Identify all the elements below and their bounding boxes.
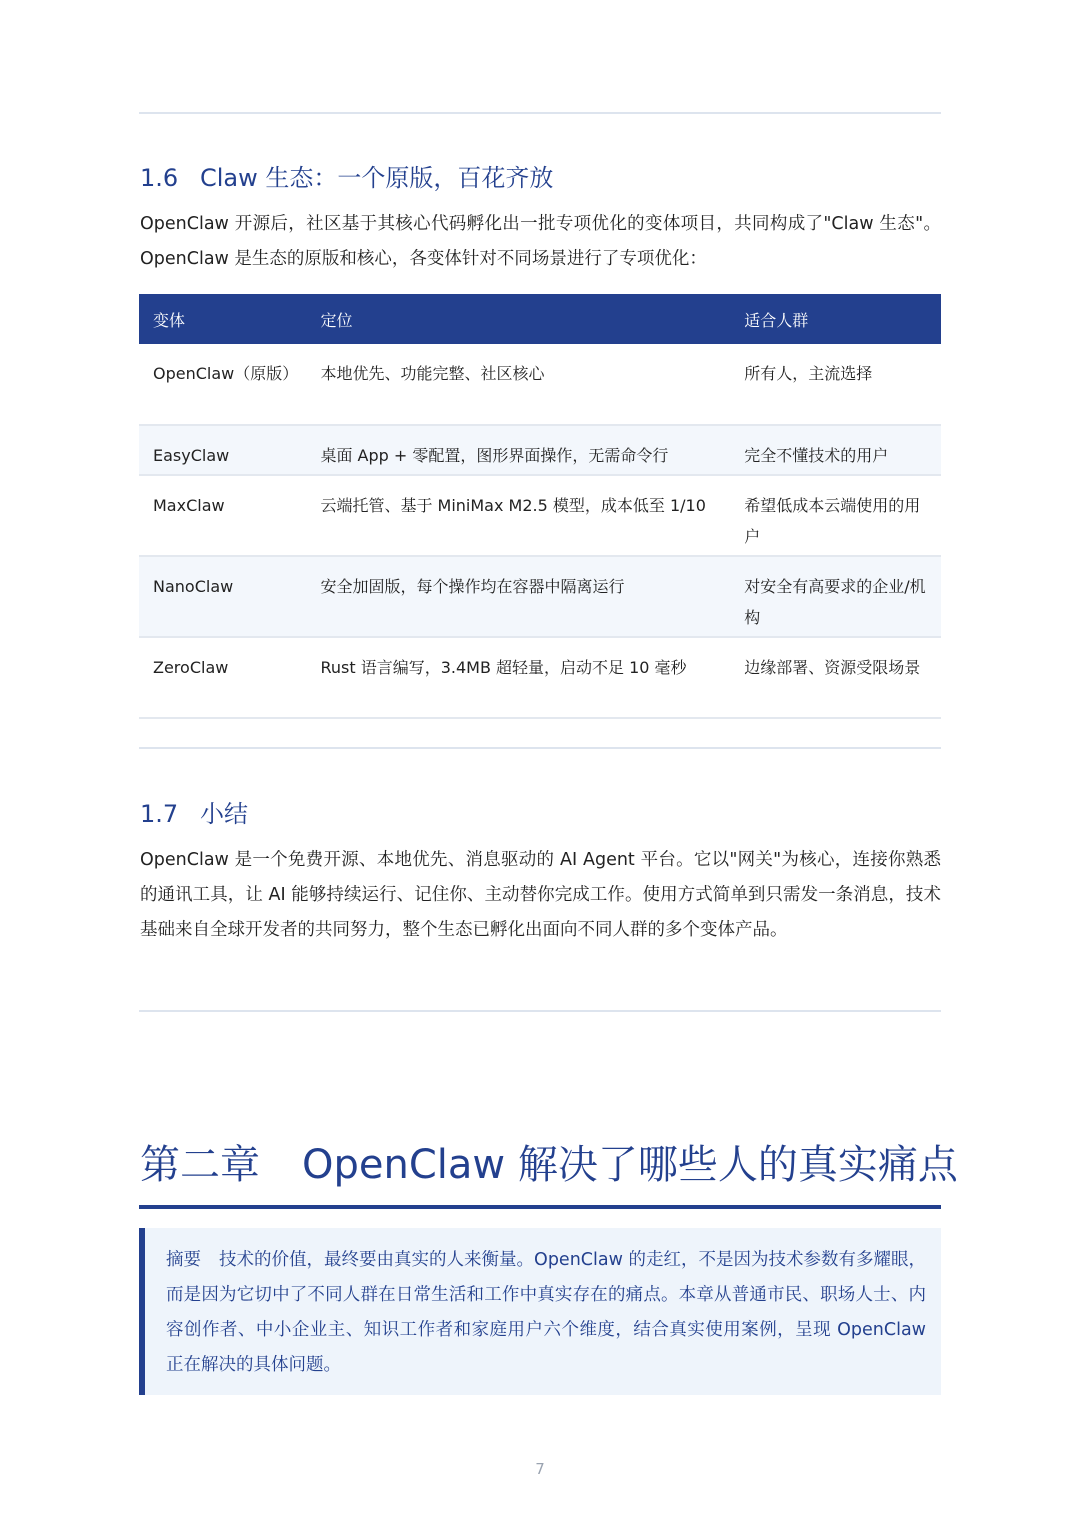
abstract-text: 技术的价值，最终要由真实的人来衡量。OpenClaw 的走红，不是因为技术参数有多耀眼，而是因为它切中了不同人群在日常生活和工作中真实存在的痛点。本章从普通市民、职场人士、内容创作者、中小企业主、知识工作者和家庭用户六个维度，结合真实使用案例，呈现 OpenClaw 正在解决的具体问题。 (166, 1250, 927, 1375)
variants-table (139, 294, 941, 719)
section-divider (139, 747, 941, 749)
table-cell: MaxClaw (139, 475, 306, 556)
table-header-row (139, 294, 941, 344)
table-row (139, 556, 941, 637)
table-cell: NanoClaw (139, 556, 306, 637)
table-cell: 云端托管、基于 MiniMax M2.5 模型，成本低至 1/10 (306, 475, 730, 556)
table-row (139, 425, 941, 475)
section-number: 1.6 (140, 164, 179, 192)
table-row (139, 475, 941, 556)
section-1-7-paragraph: OpenClaw 是一个免费开源、本地优先、消息驱动的 AI Agent 平台。它以"网关"为核心，连接你熟悉的通讯工具，让 AI 能够持续运行、记住你、主动替你完成工作。使用方式简单到只需发一条消息，技术基础来自全球开发者的共同努力，整个生态已孵化出面向不同人群的多个变体产品。 (140, 850, 941, 940)
section-title: 小结 (200, 800, 248, 828)
table-cell: 桌面 App + 零配置，图形界面操作，无需命令行 (306, 425, 730, 475)
table-cell: 本地优先、功能完整、社区核心 (306, 344, 730, 425)
chapter-heading (140, 1133, 958, 1190)
section-1-6-paragraph: OpenClaw 开源后，社区基于其核心代码孵化出一批专项优化的变体项目，共同构成了"Claw 生态"。OpenClaw 是生态的原版和核心，各变体针对不同场景进行了专项优化： (140, 214, 941, 269)
table-cell: 所有人，主流选择 (730, 344, 941, 425)
section-heading-1-7 (140, 794, 248, 829)
table-header-cell: 定位 (320, 310, 353, 330)
table-cell: 希望低成本云端使用的用户 (730, 475, 941, 556)
chapter-title: OpenClaw 解决了哪些人的真实痛点 (302, 1142, 958, 1188)
table-cell: 边缘部署、资源受限场景 (730, 637, 941, 718)
table-cell: EasyClaw (139, 425, 306, 475)
abstract-label: 摘要 (166, 1250, 202, 1270)
table-row (139, 344, 941, 425)
section-heading-1-6 (140, 158, 553, 193)
table-header-cell: 适合人群 (744, 310, 809, 330)
abstract-box (139, 1228, 941, 1395)
page-number: 7 (535, 1460, 545, 1478)
abstract-paragraph (166, 1243, 926, 1383)
section-title: Claw 生态：一个原版，百花齐放 (200, 164, 554, 192)
section-divider (139, 1010, 941, 1012)
chapter-number: 第二章 (140, 1142, 260, 1188)
table-header-cell: 变体 (153, 310, 186, 330)
table-cell: OpenClaw（原版） (139, 344, 306, 425)
table-row (139, 637, 941, 718)
table-cell: 完全不懂技术的用户 (730, 425, 941, 475)
top-divider (139, 112, 941, 114)
chapter-underline (139, 1205, 941, 1209)
section-number: 1.7 (140, 800, 179, 828)
table-cell: 对安全有高要求的企业/机构 (730, 556, 941, 637)
table-cell: 安全加固版，每个操作均在容器中隔离运行 (306, 556, 730, 637)
table-cell: Rust 语言编写，3.4MB 超轻量，启动不足 10 毫秒 (306, 637, 730, 718)
table-cell: ZeroClaw (139, 637, 306, 718)
